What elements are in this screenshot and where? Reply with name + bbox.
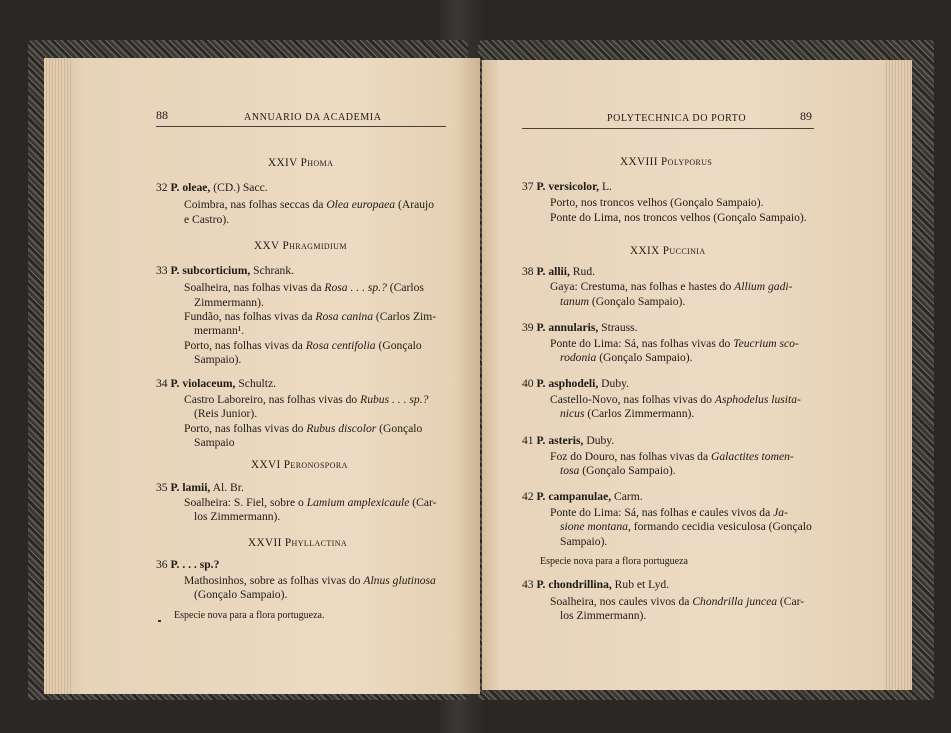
species-entry-35: 35 P. lamii, Al. Br. — [156, 481, 244, 494]
entry-text: Sampaio — [194, 436, 235, 449]
running-head: ANNUARIO DA ACADEMIA — [244, 112, 382, 123]
entry-text: Porto, nos troncos velhos (Gonçalo Sampaio). — [550, 196, 764, 209]
entry-text: (Gonçalo Sampaio). — [194, 588, 288, 601]
entry-text: Gaya: Crestuma, nas folhas e hastes do Allium gadi- — [550, 280, 793, 293]
entry-text: e Castro). — [184, 213, 230, 226]
section-heading: XXVI Peronospora — [251, 459, 348, 471]
entry-text: Porto, nas folhas vivas da Rosa centifolia (Gonçalo — [184, 339, 422, 352]
right-page — [482, 60, 912, 690]
entry-text: Castro Laboreiro, nas folhas vivas do Rubus . . . sp.? — [184, 393, 429, 406]
entry-text: Sampaio). — [560, 535, 608, 548]
entry-text: Zimmermann). — [194, 296, 264, 309]
species-entry-41: 41 P. asteris, Duby. — [522, 434, 615, 447]
entry-text: nicus (Carlos Zimmermann). — [560, 407, 695, 420]
section-heading: XXIX Puccinia — [630, 245, 706, 257]
species-entry-38: 38 P. allii, Rud. — [522, 265, 596, 278]
species-entry-40: 40 P. asphodeli, Duby. — [522, 377, 630, 390]
page-edges-right — [884, 60, 912, 690]
section-heading: XXIV Phoma — [268, 157, 334, 169]
entry-text: Porto, nas folhas vivas do Rubus discolor (Gonçalo — [184, 422, 423, 435]
entry-text: Sampaio). — [194, 353, 242, 366]
entry-text: (Reis Junior). — [194, 407, 258, 420]
species-entry-39: 39 P. annularis, Strauss. — [522, 321, 638, 334]
page-number: 89 — [800, 109, 812, 123]
header-rule — [522, 128, 814, 129]
entry-text: Foz do Douro, nas folhas vivas da Galactites tomen- — [550, 450, 794, 463]
entry-text: tosa (Gonçalo Sampaio). — [560, 464, 676, 477]
entry-text: Soalheira, nos caules vivos da Chondrilla juncea (Car- — [550, 595, 805, 608]
entry-text: mermann¹. — [194, 324, 245, 337]
entry-text: Coimbra, nas folhas seccas da Olea europaea (Araujo — [184, 198, 435, 211]
running-head: POLYTECHNICA DO PORTO — [607, 113, 747, 124]
section-heading: XXVIII Polyporus — [620, 156, 713, 168]
species-entry-37: 37 P. versicolor, L. — [522, 180, 612, 193]
ink-mark — [158, 620, 161, 622]
entry-text: tanum (Gonçalo Sampaio). — [560, 295, 686, 308]
entry-text: los Zimmermann). — [194, 510, 281, 523]
entry-text: Ponte do Lima: Sá, nas folhas e caules vivos da Ja- — [550, 506, 788, 519]
entry-text: rodonia (Gonçalo Sampaio). — [560, 351, 693, 364]
left-page — [44, 58, 480, 694]
footnote: Especie nova para a flora portugueza. — [174, 610, 325, 621]
entry-text: Mathosinhos, sobre as folhas vivas do Alnus glutinosa — [184, 574, 436, 587]
entry-text: Castello-Novo, nas folhas vivas do Asphodelus lusita- — [550, 393, 801, 406]
entry-text: Fundão, nas folhas vivas da Rosa canina (Carlos Zim- — [184, 310, 437, 323]
species-entry-36: 36 P. . . . sp.? — [156, 558, 220, 571]
note: Especie nova para a flora portugueza — [540, 556, 688, 567]
section-heading: XXV Phragmidium — [254, 240, 347, 252]
entry-text: Soalheira, nas folhas vivas da Rosa . . . sp.? (Carlos — [184, 281, 424, 294]
species-entry-43: 43 P. chondrillina, Rub et Lyd. — [522, 578, 670, 591]
entry-text: Ponte do Lima, nos troncos velhos (Gonçalo Sampaio). — [550, 211, 807, 224]
entry-text: Ponte do Lima: Sá, nas folhas vivas do Teucrium sco- — [550, 337, 799, 350]
entry-text: Soalheira: S. Fiel, sobre o Lamium amplexicaule (Car- — [184, 496, 437, 509]
header-rule — [156, 126, 446, 127]
species-entry-33: 33 P. subcorticium, Schrank. — [156, 264, 295, 277]
page-edges-left — [44, 58, 72, 694]
entry-text: los Zimmermann). — [560, 609, 647, 622]
entry-text: sione montana, formando cecidia vesiculosa (Gonçalo — [560, 520, 812, 533]
species-entry-34: 34 P. violaceum, Schultz. — [156, 377, 277, 390]
species-entry-42: 42 P. campanulae, Carm. — [522, 490, 643, 503]
species-entry-32: 32 P. oleae, (CD.) Sacc. — [156, 181, 268, 194]
section-heading: XXVII Phyllactina — [248, 537, 348, 549]
page-number: 88 — [156, 108, 168, 122]
